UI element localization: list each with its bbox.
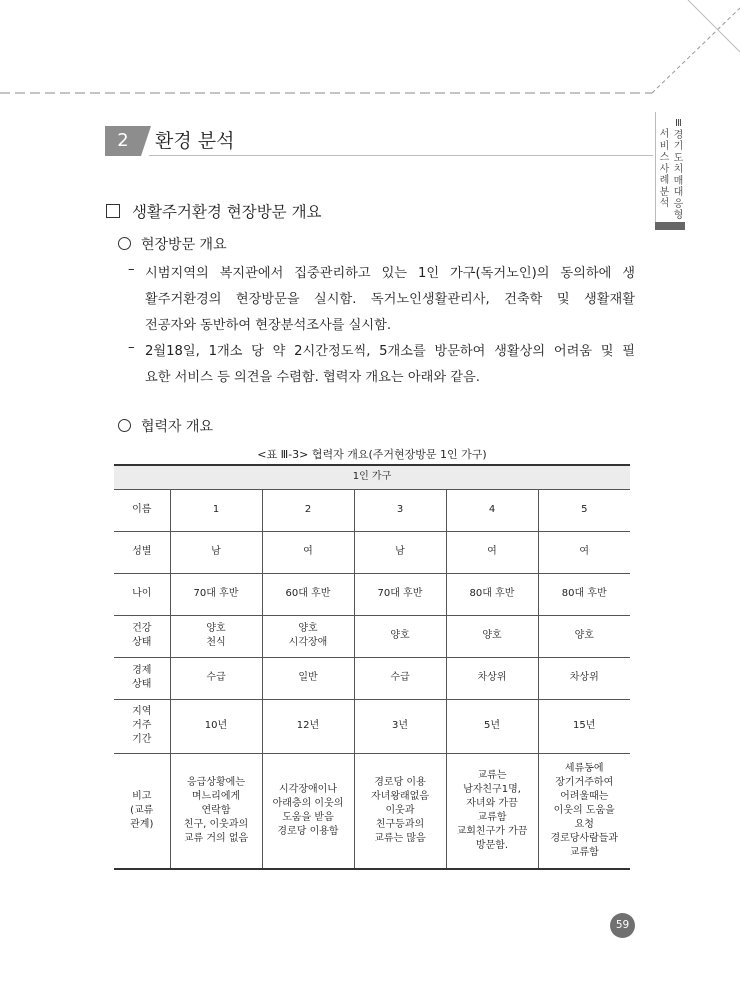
cell-text: 3년	[391, 720, 409, 731]
table-cell	[538, 615, 630, 657]
side-tab-right-text: 경기도 치매대응형	[673, 129, 684, 221]
cell-text: 기간	[132, 734, 152, 745]
cell-text: 차상위	[477, 672, 507, 683]
cell-text: 비고	[132, 790, 152, 802]
table-row	[114, 489, 630, 531]
cell-text: 며느리에게	[191, 790, 241, 802]
cell-text: 여	[487, 546, 497, 557]
cell-text: 지역	[132, 706, 152, 717]
cell-text: 5년	[483, 720, 501, 731]
cell-text: 장기거주하여	[555, 776, 614, 788]
circle-bullet-icon	[118, 237, 131, 250]
cell-text: 친구, 이웃과의	[183, 818, 249, 830]
cell-text: 관계)	[130, 818, 154, 830]
table-row	[114, 753, 630, 869]
cell-text: 이름	[132, 504, 152, 515]
cell-text: 양호	[390, 630, 410, 641]
table-cell	[446, 657, 538, 699]
cell-text: 나이	[132, 588, 152, 599]
table-cell	[354, 615, 446, 657]
main-heading	[106, 200, 322, 222]
paragraph-line: 전공자와 동반하여 현장분석조사를 실시함.	[145, 318, 392, 333]
table-cell	[538, 489, 630, 531]
table-cell	[354, 699, 446, 753]
table-row	[114, 573, 630, 615]
cell-text: 10년	[204, 720, 228, 731]
section-underline	[149, 155, 653, 156]
table-cell	[538, 657, 630, 699]
table-row	[114, 615, 630, 657]
section-heading	[105, 126, 653, 156]
cell-text: 친구등과의	[375, 818, 425, 830]
paragraph-line: 활주거환경의 현장방문을 실시함. 독거노인생활관리사, 건축학 및 생활재활	[145, 292, 635, 307]
cell-text: 일반	[298, 672, 318, 683]
cell-text: 상태	[132, 637, 152, 648]
square-bullet-icon	[106, 204, 120, 218]
cell-text: 시각장애이나	[279, 783, 337, 795]
row-label	[114, 699, 170, 753]
cell-text: 교류는 많음	[374, 832, 426, 844]
dash-bullet: –	[128, 340, 135, 355]
cell-text: 요청	[574, 818, 594, 830]
table-cell	[446, 489, 538, 531]
subsection-heading-partners	[118, 416, 213, 436]
cell-text: 어려울때는	[560, 790, 609, 802]
cell-text: 60대 후반	[285, 588, 331, 599]
cell-text: 교류 거의 없음	[183, 832, 249, 844]
cell-text: 경로당사람들과	[550, 832, 619, 844]
table-cell	[170, 753, 262, 869]
cell-text: 건강	[132, 623, 152, 634]
cell-text: 수급	[390, 672, 410, 683]
cell-text: 세류동에	[564, 762, 604, 774]
section-number-slant	[141, 126, 151, 156]
dash-bullet: –	[128, 262, 135, 277]
table-cell	[170, 657, 262, 699]
subsection-title: 협력자 개요	[141, 419, 214, 435]
cell-text: 남자친구1명,	[463, 783, 521, 795]
table-cell	[262, 531, 354, 573]
table-cell	[170, 531, 262, 573]
side-tab-left-text: 서비스 사례분석	[659, 129, 670, 209]
cell-text: 경로당 이용	[374, 776, 426, 788]
cell-text: (교류	[130, 804, 154, 816]
cell-text: 남	[395, 546, 405, 557]
table-cell	[170, 699, 262, 753]
cell-text: 상태	[132, 679, 152, 690]
circle-bullet-icon	[118, 419, 131, 432]
main-heading-text: 생활주거환경 현장방문 개요	[132, 203, 322, 221]
table-cell	[446, 699, 538, 753]
side-tab-bar	[655, 222, 685, 230]
table-cell	[354, 657, 446, 699]
cell-text: 15년	[573, 720, 596, 731]
subsection-heading-visit	[118, 234, 227, 254]
cell-text: 5	[581, 504, 588, 515]
side-tab-chapter	[672, 118, 685, 222]
cell-text: 12년	[296, 720, 320, 731]
cell-text: 교류함	[569, 846, 599, 858]
cell-text: 교류는	[477, 769, 507, 781]
cell-text: 교류함	[477, 811, 507, 823]
cell-text: 교회친구가 가끔	[456, 825, 528, 837]
table-cell	[262, 753, 354, 869]
subsection-title: 현장방문 개요	[141, 237, 227, 253]
cell-text: 도움을 받음	[282, 811, 334, 823]
cell-text: 방문함.	[475, 839, 509, 851]
cell-text: 4	[488, 504, 496, 515]
table-cell	[170, 615, 262, 657]
cell-text: 차상위	[569, 672, 599, 683]
cell-text: 양호	[206, 623, 226, 634]
section-title: 환경 분석	[155, 130, 235, 152]
row-label	[114, 531, 170, 573]
cell-text: 아래층의 이웃의	[272, 797, 344, 809]
cell-text: 자녀왕래없음	[371, 790, 429, 802]
row-label	[114, 753, 170, 869]
table-cell	[262, 573, 354, 615]
table-cell	[446, 531, 538, 573]
table-header-row	[114, 465, 630, 489]
participant-table	[114, 464, 630, 870]
table-cell	[446, 573, 538, 615]
cell-text: 여	[303, 546, 313, 557]
side-tab-roman: Ⅲ	[675, 118, 682, 129]
table-row	[114, 531, 630, 573]
table-cell	[446, 615, 538, 657]
cell-text: 여	[579, 546, 590, 557]
cell-text: 천식	[206, 637, 226, 648]
cell-text: 70대 후반	[377, 588, 423, 599]
cell-text: 경제	[132, 665, 152, 676]
cell-text: 수급	[206, 672, 226, 683]
chapter-side-tab	[655, 112, 686, 222]
cell-text: 양호	[482, 630, 502, 641]
table-group-header: 1인 가구	[114, 465, 630, 489]
table-cell	[538, 573, 630, 615]
paragraph-line: 요한 서비스 등 의견을 수렴함. 협력자 개요는 아래와 같음.	[145, 370, 480, 385]
table-row	[114, 699, 630, 753]
cell-text: 응급상황에는	[187, 776, 245, 788]
table-cell	[262, 615, 354, 657]
cell-text: 80대 후반	[561, 588, 607, 599]
page-number: 59	[610, 913, 635, 938]
cell-text: 경로당 이용함	[277, 825, 339, 837]
cell-text: 1	[212, 504, 220, 515]
corner-fold-line	[688, 0, 740, 52]
table-cell	[262, 489, 354, 531]
cell-text: 시각장애	[288, 637, 328, 648]
row-label	[114, 615, 170, 657]
table-cell	[446, 753, 538, 869]
cell-text: 양호	[298, 623, 318, 634]
table-cell	[538, 699, 630, 753]
table-cell	[354, 753, 446, 869]
table-cell	[354, 489, 446, 531]
cell-text: 자녀와 가끔	[466, 797, 518, 809]
paragraph-line: 2월18일, 1개소 당 약 2시간정도씩, 5개소를 방문하여 생활상의 어려움 및 필	[145, 344, 635, 359]
cell-text: 남	[211, 546, 221, 557]
cell-text: 3	[396, 504, 404, 515]
row-label	[114, 489, 170, 531]
table-cell	[262, 657, 354, 699]
table-cell	[354, 531, 446, 573]
paragraph-line: 시범지역의 복지관에서 집중관리하고 있는 1인 가구(독거노인)의 동의하에 생	[145, 266, 635, 281]
table-cell	[170, 573, 262, 615]
row-label	[114, 657, 170, 699]
cell-text: 이웃과	[385, 804, 415, 816]
corner-fold-line	[652, 8, 740, 93]
section-number: 2	[105, 126, 141, 156]
table-cell	[538, 753, 630, 869]
cell-text: 양호	[574, 630, 594, 641]
table-cell	[262, 699, 354, 753]
table-cell	[170, 489, 262, 531]
table-caption: <표 Ⅲ-3> 협력자 개요(주거현장방문 1인 가구)	[257, 448, 487, 461]
row-label	[114, 573, 170, 615]
cell-text: 거주	[132, 720, 152, 731]
table-cell	[538, 531, 630, 573]
cell-text: 70대 후반	[193, 588, 239, 599]
cell-text: 성별	[132, 546, 152, 557]
cell-text: 80대 후반	[469, 588, 515, 599]
cell-text: 연락함	[201, 804, 231, 816]
table-row	[114, 657, 630, 699]
table-cell	[354, 573, 446, 615]
cell-text: 2	[304, 504, 312, 515]
cell-text: 이웃의 도움을	[553, 804, 615, 816]
